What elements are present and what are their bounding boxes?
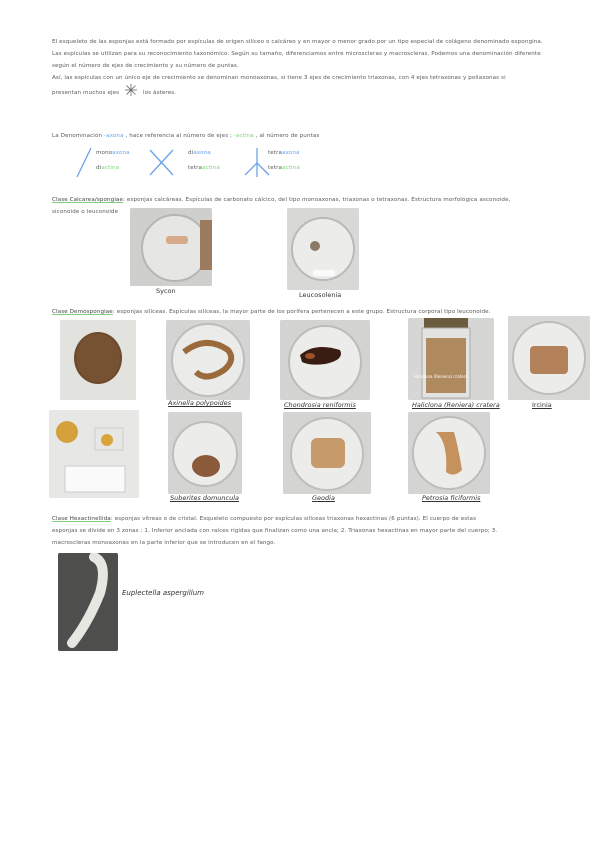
ircinia-photo xyxy=(508,316,590,400)
demospongiae-heading: Clase Demospongiae xyxy=(52,309,113,315)
chondrosia-photo xyxy=(280,320,370,400)
hexactinellida-text-1: : esponjas vítreas o de cristal. Esqueleto compuesto por espículas silíceas triaxonas hexactinas (6 puntas). El cuerpo de estas xyxy=(110,516,477,522)
label-tetraactina-1: tetraactina xyxy=(188,165,220,171)
nomenclature-mid: , hace referencia al número de ejes ; xyxy=(125,133,232,139)
label-diaxona: diaxona xyxy=(188,150,211,156)
geodia-caption: Geodia xyxy=(312,494,335,502)
demospongiae-text xyxy=(52,306,582,318)
demo-sponge-photo-2 xyxy=(49,410,139,498)
calcarea-heading: Clase Calcarea/spongiae xyxy=(52,197,124,203)
label-tetraxona: tetraaxona xyxy=(268,150,300,156)
suberites-caption: Suberites domuncula xyxy=(170,494,240,502)
intro-line-5 xyxy=(52,84,582,101)
geodia-photo xyxy=(283,412,371,494)
chondrosia-caption: Chondrosia reniformis xyxy=(284,401,356,409)
intro-line-4: Así, las espículas con un único eje de crecimiento se denominan monoaxonas, si tiene 3 ejes de crecimiento triaxonas, con 4 ejes tetraxonas y poliaxonas si xyxy=(52,75,506,81)
intro-line-2: Las espículas se utilizan para su reconocimiento taxonómico. Según su tamaño, diferenciamos entre microscleras y macroscleras. Podemos una denominación diferente xyxy=(52,51,541,57)
tetraxon-spicule xyxy=(245,148,269,177)
intro-line-3: según el número de ejes de crecimiento y su número de puntas. xyxy=(52,63,239,69)
sycon-caption: Sycon xyxy=(156,287,176,295)
hexactinellida-heading: Clase Hexactinellida xyxy=(52,516,111,522)
axinella-photo xyxy=(166,320,250,400)
euplectella-photo xyxy=(58,553,118,651)
nomenclature-lead: La Denominación xyxy=(52,133,103,139)
suberites-photo xyxy=(168,412,242,494)
petrosia-photo xyxy=(408,412,490,494)
monoaxon-spicule xyxy=(77,148,91,177)
calcarea-text-1: : esponjas calcáreas. Espículas de carbonato cálcico, del tipo monoaxonas, triaxonas o tetraxonas. Estructura morfológica asconoide, xyxy=(123,197,511,203)
intro-line-1: El esqueleto de las esponjas está formado por espículas de origen silíceo o calcáreo y en mayor o menor grado por un tipo especial de colágeno denominado espongina. xyxy=(52,39,543,45)
axinella-caption: Axinella polypoides xyxy=(168,399,232,407)
label-monoaxona: monoaxona xyxy=(96,150,130,156)
haliclona-caption: Haliclona (Reniera) cratera xyxy=(412,401,500,409)
label-diactina: diactina xyxy=(96,165,120,171)
leucosolenia-caption: Leucosolenia xyxy=(299,291,342,299)
intro-line-5a: presentan muchos ejes xyxy=(52,90,120,96)
nomenclature-end: , al número de puntas xyxy=(255,133,320,139)
hexactinellida-text-2: esponjas se divide en 3 zonas : 1. Inferior anclada con raíces rígidas que finalizan como una ancla; 2. Triaxonas hexactinas en mayor parte del cuerpo; 3. xyxy=(52,528,498,534)
aster-icon xyxy=(125,84,137,101)
demo-sponge-photo-1 xyxy=(60,320,136,400)
nomenclature-actin: -actina xyxy=(233,133,254,139)
hexactinellida-text xyxy=(52,513,582,549)
haliclona-jar-label: Haliclona (Reniera) cratera xyxy=(414,374,468,379)
haliclona-photo xyxy=(408,318,494,400)
calcarea-text-2: siconoide o leuconoide xyxy=(52,209,119,215)
label-tetraactina-2: tetraactina xyxy=(268,165,300,171)
sycon-photo xyxy=(130,208,212,286)
euplectella-caption: Euplectella aspergillum xyxy=(122,589,204,597)
demospongiae-text-1: : esponjas silíceas. Espículas silíceas, la mayor parte de los porífera pertenecen a este grupo. Estructura corporal tipo leuconoide. xyxy=(112,309,491,315)
ircinia-caption: Ircinia xyxy=(532,401,552,409)
leucosolenia-photo xyxy=(287,208,359,290)
nomenclature-axon: -axona xyxy=(104,133,124,139)
petrosia-caption: Petrosia ficiformis xyxy=(422,494,481,502)
hexactinellida-text-3: macroscleras monoaxonas en la parte inferior que se introducen en el fango. xyxy=(52,540,276,546)
intro-paragraph xyxy=(52,36,582,101)
nomenclature-line xyxy=(52,130,582,142)
intro-line-5b: los ásteres. xyxy=(142,90,177,96)
